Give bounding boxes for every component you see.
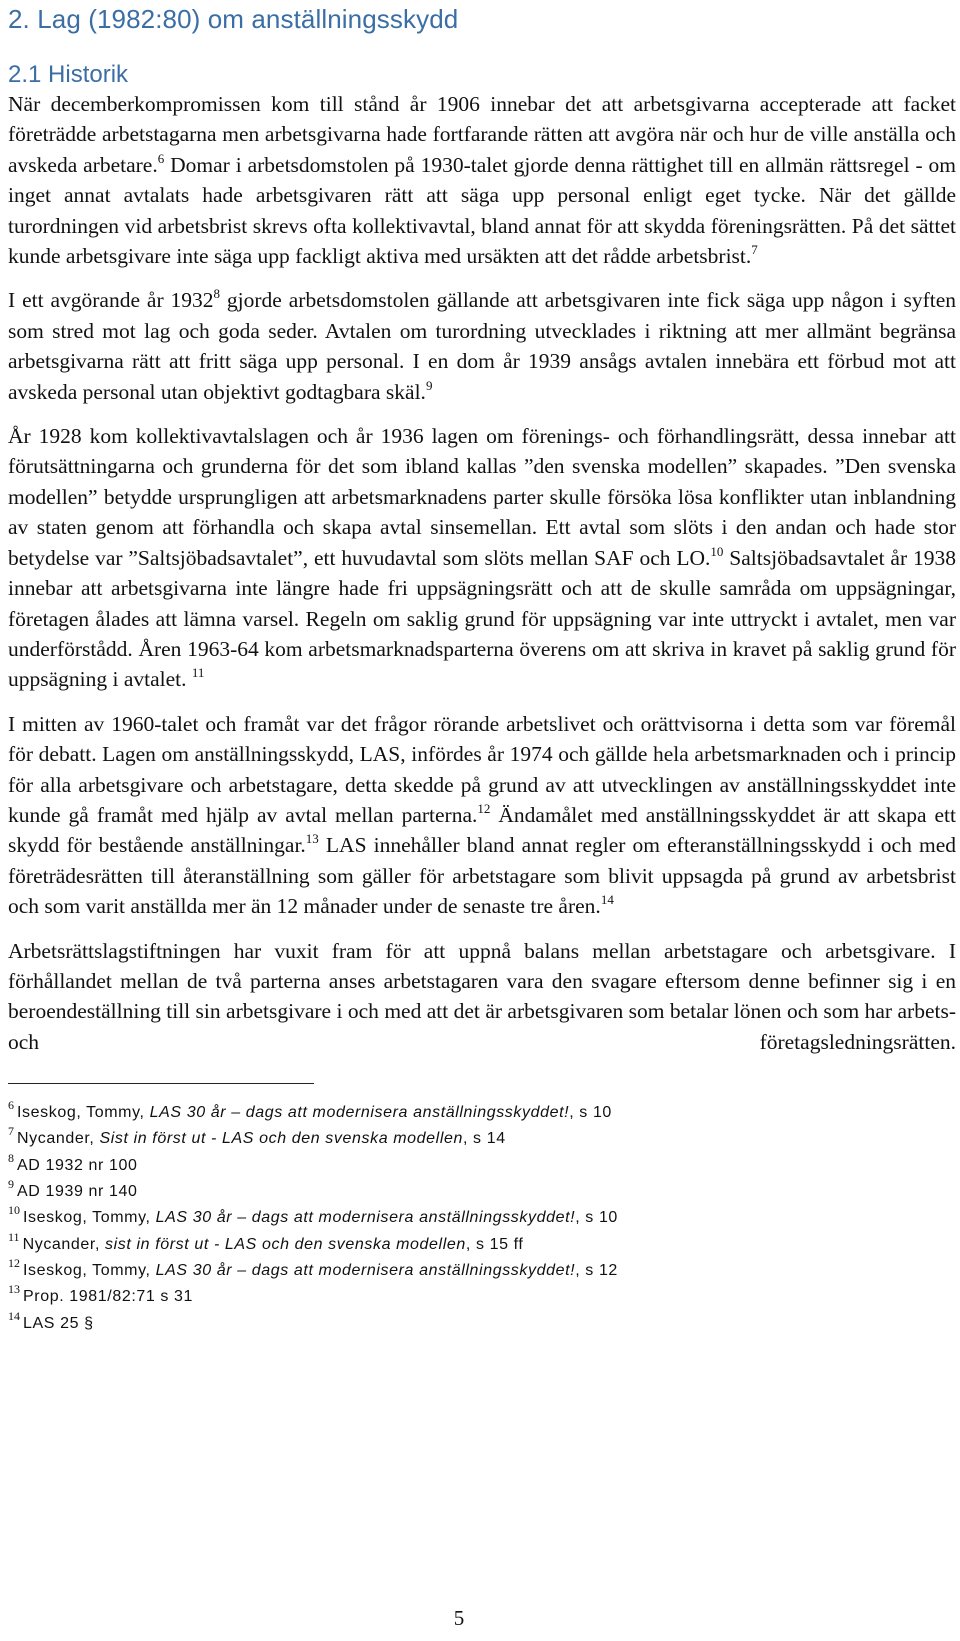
footnote-number: 8 bbox=[8, 1150, 14, 1165]
footnote-author: Iseskog, Tommy, bbox=[17, 1104, 150, 1122]
footnote-number: 13 bbox=[8, 1282, 20, 1297]
paragraph-text: Saltsjöbadsavtalet år 1938 innebar att arbetsgivarna inte längre hade fri uppsägningsrätt och att de skulle samråda om uppsägningar, företagen ålades att lämna varsel. Regeln om saklig grund för uppsägning var inte uttryckt i avtalet, men var underförstådd. Åren 1963-64 kom arbetsmarknadsparterna överens om att skriva in kravet på saklig grund för uppsägning i avtalet. bbox=[8, 545, 956, 692]
footnote-item bbox=[8, 1179, 956, 1205]
footnote-title: sist in först ut - LAS och den svenska modellen bbox=[105, 1235, 466, 1253]
footnote-author: Prop. 1981/82:71 s 31 bbox=[23, 1288, 194, 1306]
footnote-item bbox=[8, 1284, 956, 1310]
footnote-page: , s 12 bbox=[575, 1261, 618, 1279]
footnote-separator bbox=[8, 1083, 314, 1084]
footnote-ref[interactable]: 14 bbox=[600, 892, 614, 908]
footnote-author: Nycander, bbox=[22, 1235, 106, 1253]
footnote-title: Sist in först ut - LAS och den svenska modellen bbox=[99, 1130, 463, 1148]
footnote-ref[interactable]: 12 bbox=[477, 800, 491, 816]
paragraph-text: När decemberkompromissen kom till stånd år 1906 innebar det att arbetsgivarna accepterade att facket företrädde arbetstagarna men arbetsgivarna hade fortfarande rätten att avgöra när och hur de ville anställa och avskeda arbetare. bbox=[8, 92, 956, 177]
footnote-title: LAS 30 år – dags att modernisera anställningsskyddet! bbox=[149, 1104, 570, 1122]
footnote-number: 14 bbox=[8, 1308, 20, 1323]
footnote-item bbox=[8, 1255, 956, 1284]
paragraph-1 bbox=[8, 89, 956, 271]
footnote-ref[interactable]: 7 bbox=[751, 242, 758, 258]
paragraph-text: LAS innehåller bland annat regler om efteranställningsskydd i och med företrädesrätten till återanställning som gäller för arbetstagare som blivit uppsagda på grund av arbetsbrist och som varit anställda mer än 12 månader under de senaste tre åren. bbox=[8, 833, 956, 919]
footnote-author: Iseskog, Tommy, bbox=[23, 1209, 156, 1227]
footnote-ref[interactable]: 10 bbox=[710, 543, 724, 559]
document-page bbox=[8, 0, 956, 1337]
paragraph-5 bbox=[8, 936, 956, 1058]
footnote-number: 7 bbox=[8, 1124, 14, 1139]
footnote-number: 11 bbox=[8, 1229, 20, 1244]
footnote-author: AD 1932 nr 100 bbox=[17, 1156, 138, 1174]
footnotes bbox=[8, 1100, 956, 1337]
footnote-item bbox=[8, 1100, 956, 1126]
footnote-number: 10 bbox=[8, 1203, 20, 1218]
paragraph-text: Domar i arbetsdomstolen på 1930-talet gjorde denna rättighet till en allmän rättsregel - om inget annat avtalats hade arbetsgivaren rätt att säga upp personal enligt eget tycke. När det gällde turordningen vid arbetsbrist skrevs ofta kollektivavtal, bland annat för att skydda föreningsrätten. På det sättet kunde arbetsgivare inte säga upp fackligt aktiva med ursäkten att det rådde arbetsbrist. bbox=[8, 152, 956, 269]
footnote-ref[interactable]: 13 bbox=[305, 831, 319, 847]
section-heading: 2.1 Historik bbox=[8, 61, 129, 88]
paragraph-3 bbox=[8, 421, 956, 695]
chapter-heading: 2. Lag (1982:80) om anställningsskydd bbox=[8, 4, 459, 34]
footnote-page: , s 10 bbox=[569, 1104, 612, 1122]
footnote-ref[interactable]: 9 bbox=[425, 377, 433, 393]
footnote-ref[interactable]: 8 bbox=[213, 286, 221, 302]
footnote-item bbox=[8, 1126, 956, 1152]
footnote-ref[interactable]: 6 bbox=[157, 150, 165, 166]
footnote-page: , s 10 bbox=[575, 1209, 618, 1227]
footnote-number: 6 bbox=[8, 1098, 14, 1113]
footnote-page: , s 14 bbox=[462, 1130, 506, 1148]
paragraph-text: I mitten av 1960-talet och framåt var det frågor rörande arbetslivet och orättvisorna i detta som var föremål för debatt. Lagen om anställningsskydd, LAS, infördes år 1974 och gällde hela arbetsmarknaden och i princip för alla arbetsgivare och arbetstagare, detta skedde på grund av att utvecklingen av anställningsskyddet inte kunde gå framåt med hjälp av avtal mellan parterna. bbox=[8, 711, 956, 827]
paragraph-2 bbox=[8, 285, 956, 407]
footnote-page: , s 15 ff bbox=[465, 1235, 524, 1253]
paragraph-4 bbox=[8, 709, 956, 922]
footnote-title: LAS 30 år – dags att modernisera anställningsskyddet! bbox=[155, 1209, 576, 1227]
footnote-number: 9 bbox=[8, 1177, 14, 1192]
paragraph-text: År 1928 kom kollektivavtalslagen och år 1936 lagen om förenings- och förhandlingsrätt, dessa innebar att förutsättningarna och grunderna för det som ibland kallas ”den svenska modellen” skapades. ”Den svenska modellen” betydde ursprungligen att arbetsmarknadens parter skulle försöka lösa konflikter utan inblandning av staten genom att förhandla och skapa avtal sinsemellan. Ett avtal som slöts i den andan och hade stor betydelse var ”Saltsjöbadsavtalet”, ett huvudavtal som slöts mellan SAF och LO. bbox=[8, 424, 956, 570]
footnote-author: Iseskog, Tommy, bbox=[23, 1261, 156, 1279]
footnote-author: Nycander, bbox=[17, 1130, 100, 1148]
footnote-item bbox=[8, 1308, 956, 1337]
footnote-item bbox=[8, 1150, 956, 1179]
paragraph-text: I ett avgörande år 1932 bbox=[8, 288, 214, 313]
paragraph-text: gjorde arbetsdomstolen gällande att arbetsgivaren inte fick säga upp någon i syften som stred mot lag och goda seder. Avtalen om turordning utvecklades i riktning att mer allmänt begränsa arbetsgivarna rätt att fritt säga upp personal. I en dom år 1939 ansågs avtalen innebära ett förbud mot att avskeda personal utan objektivt godtagbara skäl. bbox=[8, 288, 957, 404]
footnote-author: LAS 25 § bbox=[23, 1314, 94, 1332]
footnote-ref[interactable]: 11 bbox=[191, 665, 205, 681]
body-text bbox=[8, 89, 956, 1057]
footnote-item bbox=[8, 1205, 956, 1231]
paragraph-text: Ändamålet med anställningsskyddet är att skapa ett skydd för bestående anställningar. bbox=[8, 802, 956, 858]
footnote-title: LAS 30 år – dags att modernisera anställningsskyddet! bbox=[155, 1261, 576, 1279]
page-number: 5 bbox=[453, 1606, 465, 1630]
footnote-author: AD 1939 nr 140 bbox=[17, 1183, 138, 1201]
footnote-number: 12 bbox=[8, 1255, 20, 1270]
paragraph-text: Arbetsrättslagstiftningen har vuxit fram för att uppnå balans mellan arbetstagare och arbetsgivare. I förhållandet mellan de två parterna anses arbetstagaren vara den svagare eftersom denne befinner sig i en beroendeställning till sin arbetsgivare i och med att det är arbetsgivaren som betalar lönen och som har arbets- och företagsledningsrätten. bbox=[8, 938, 956, 1054]
footnote-item bbox=[8, 1229, 956, 1258]
